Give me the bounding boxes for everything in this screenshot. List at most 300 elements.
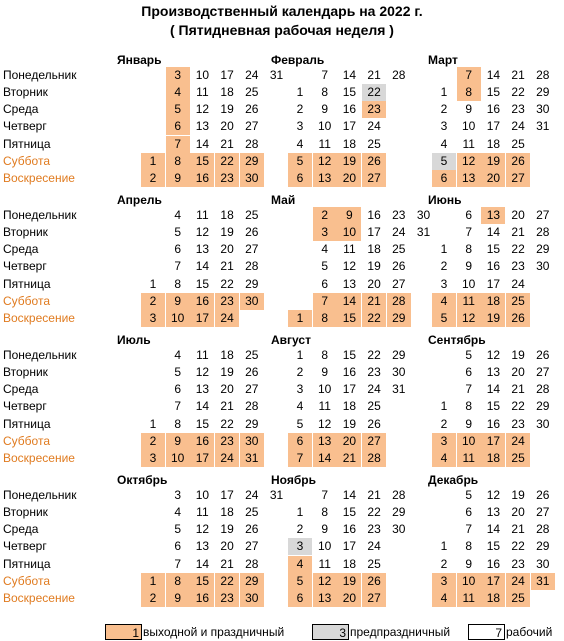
day-cell: 8 bbox=[174, 276, 182, 291]
weekday-label: Четверг bbox=[3, 259, 47, 274]
day-cell: 30 bbox=[392, 522, 406, 537]
day-cell: 14 bbox=[342, 488, 357, 502]
day-cell: 20 bbox=[511, 505, 525, 520]
day-cell: 15 bbox=[190, 153, 214, 170]
day-cell: 31 bbox=[392, 382, 406, 397]
day-cell: 10 bbox=[457, 573, 481, 590]
day-cell: 23 bbox=[367, 365, 381, 380]
day-cell: 13 bbox=[195, 242, 210, 257]
month-name: Август bbox=[271, 333, 311, 347]
day-cell: 29 bbox=[240, 153, 264, 170]
day-cell: 21 bbox=[511, 382, 525, 397]
day-cell: 29 bbox=[245, 416, 259, 431]
weekday-label: Суббота bbox=[3, 573, 50, 588]
weekday-label: Четверг bbox=[3, 539, 47, 554]
day-cell: 1 bbox=[440, 242, 448, 257]
day-cell: 17 bbox=[481, 433, 505, 450]
day-cell: 18 bbox=[367, 242, 381, 257]
day-cell: 21 bbox=[220, 259, 234, 274]
day-cell: 11 bbox=[343, 242, 356, 257]
day-cell: 23 bbox=[511, 556, 525, 571]
weekday-label: Понедельник bbox=[3, 348, 77, 362]
day-cell: 26 bbox=[362, 153, 386, 170]
day-cell: 21 bbox=[511, 225, 525, 240]
day-cell: 22 bbox=[215, 153, 239, 170]
day-cell: 19 bbox=[337, 573, 361, 590]
day-cell: 5 bbox=[465, 348, 473, 362]
day-cell: 8 bbox=[313, 310, 337, 327]
day-cell: 2 bbox=[440, 416, 448, 431]
weekday-label: Четверг bbox=[3, 399, 47, 414]
day-cell: 26 bbox=[392, 259, 406, 274]
day-cell: 25 bbox=[245, 208, 259, 222]
day-cell: 10 bbox=[166, 310, 190, 327]
day-cell: 11 bbox=[318, 556, 331, 571]
day-cell: 10 bbox=[318, 539, 332, 554]
day-cell: 12 bbox=[313, 573, 337, 590]
day-cell: 2 bbox=[296, 365, 304, 380]
day-cell: 27 bbox=[362, 590, 386, 607]
month-name: Ноябрь bbox=[271, 473, 316, 487]
day-cell: 28 bbox=[392, 488, 406, 502]
day-cell: 8 bbox=[166, 573, 190, 590]
legend-preholiday-label: предпраздничный bbox=[350, 625, 451, 639]
day-cell: 21 bbox=[220, 556, 234, 571]
legend-holiday-swatch: 1 bbox=[105, 624, 142, 640]
day-cell: 1 bbox=[296, 505, 304, 520]
day-cell: 26 bbox=[536, 488, 550, 502]
day-cell: 10 bbox=[318, 382, 332, 397]
day-cell: 25 bbox=[367, 399, 381, 414]
day-cell: 7 bbox=[174, 399, 182, 414]
day-cell: 2 bbox=[440, 259, 448, 274]
day-cell: 7 bbox=[465, 522, 473, 537]
day-cell: 18 bbox=[342, 399, 357, 414]
day-cell: 7 bbox=[465, 382, 473, 397]
day-cell: 27 bbox=[362, 433, 386, 450]
month-name: Март bbox=[428, 53, 458, 67]
day-cell: 5 bbox=[432, 153, 456, 170]
day-cell: 11 bbox=[318, 399, 331, 414]
day-cell: 9 bbox=[337, 207, 361, 224]
day-cell: 19 bbox=[367, 259, 381, 274]
day-cell: 22 bbox=[367, 505, 381, 520]
day-cell: 5 bbox=[174, 225, 182, 240]
day-cell: 2 bbox=[313, 207, 337, 224]
day-cell: 28 bbox=[245, 259, 259, 274]
day-cell: 13 bbox=[195, 382, 210, 397]
day-cell: 5 bbox=[174, 522, 182, 537]
day-cell: 5 bbox=[174, 365, 182, 380]
day-cell: 28 bbox=[536, 225, 550, 240]
day-cell: 5 bbox=[432, 310, 456, 327]
day-cell: 22 bbox=[367, 348, 381, 362]
day-cell: 16 bbox=[190, 433, 214, 450]
day-cell: 26 bbox=[245, 102, 259, 117]
day-cell: 1 bbox=[440, 539, 448, 554]
day-cell: 2 bbox=[440, 102, 448, 117]
day-cell: 28 bbox=[536, 382, 550, 397]
day-cell: 13 bbox=[457, 170, 481, 187]
day-cell: 7 bbox=[174, 259, 182, 274]
day-cell: 17 bbox=[220, 488, 234, 502]
day-cell: 16 bbox=[342, 102, 357, 117]
day-cell: 4 bbox=[432, 590, 456, 607]
day-cell: 28 bbox=[245, 556, 259, 571]
day-cell: 28 bbox=[245, 136, 259, 151]
day-cell: 29 bbox=[392, 348, 406, 362]
day-cell: 3 bbox=[432, 573, 456, 590]
day-cell: 19 bbox=[220, 225, 234, 240]
day-cell: 1 bbox=[149, 276, 157, 291]
day-cell: 29 bbox=[240, 573, 264, 590]
day-cell: 17 bbox=[486, 119, 501, 134]
day-cell: 24 bbox=[245, 68, 259, 82]
day-cell: 22 bbox=[220, 276, 234, 291]
day-cell: 14 bbox=[337, 293, 361, 310]
day-cell: 15 bbox=[342, 505, 357, 520]
day-cell: 18 bbox=[220, 85, 234, 100]
day-cell: 16 bbox=[190, 590, 214, 607]
day-cell: 24 bbox=[511, 119, 525, 134]
weekday-label: Воскресение bbox=[3, 590, 75, 605]
day-cell: 16 bbox=[486, 556, 501, 571]
day-cell: 30 bbox=[536, 556, 550, 571]
day-cell: 10 bbox=[462, 276, 476, 291]
day-cell: 28 bbox=[392, 68, 406, 82]
weekday-label: Суббота bbox=[3, 153, 50, 168]
day-cell: 8 bbox=[321, 505, 329, 520]
weekday-label: Среда bbox=[3, 522, 39, 537]
day-cell: 9 bbox=[166, 293, 190, 310]
day-cell: 18 bbox=[220, 348, 234, 362]
day-cell: 6 bbox=[288, 433, 312, 450]
day-cell: 2 bbox=[440, 556, 448, 571]
day-cell: 13 bbox=[195, 539, 210, 554]
day-cell: 5 bbox=[288, 573, 312, 590]
day-cell: 20 bbox=[220, 382, 234, 397]
day-cell: 4 bbox=[321, 242, 329, 257]
day-cell: 26 bbox=[362, 573, 386, 590]
day-cell: 15 bbox=[486, 85, 501, 100]
day-cell: 21 bbox=[367, 68, 381, 82]
day-cell: 13 bbox=[195, 119, 210, 134]
weekday-label: Пятница bbox=[3, 556, 51, 571]
weekday-label: Среда bbox=[3, 382, 39, 397]
day-cell: 4 bbox=[432, 450, 456, 467]
day-cell: 29 bbox=[536, 85, 550, 100]
day-cell: 9 bbox=[166, 590, 190, 607]
day-cell: 17 bbox=[342, 119, 357, 134]
day-cell: 22 bbox=[220, 416, 234, 431]
day-cell: 27 bbox=[506, 170, 530, 187]
month-name: Сентябрь bbox=[428, 333, 486, 347]
day-cell: 22 bbox=[511, 539, 525, 554]
day-cell: 12 bbox=[486, 488, 501, 502]
day-cell: 21 bbox=[511, 522, 525, 537]
day-cell: 23 bbox=[215, 170, 239, 187]
day-cell: 5 bbox=[296, 416, 304, 431]
day-cell: 27 bbox=[536, 505, 550, 520]
day-cell: 3 bbox=[141, 450, 165, 467]
day-cell: 28 bbox=[362, 450, 386, 467]
day-cell: 1 bbox=[149, 416, 157, 431]
day-cell: 26 bbox=[367, 416, 381, 431]
day-cell: 10 bbox=[457, 433, 481, 450]
day-cell: 19 bbox=[220, 102, 234, 117]
day-cell: 23 bbox=[215, 433, 239, 450]
day-cell: 23 bbox=[511, 416, 525, 431]
day-cell: 24 bbox=[215, 310, 239, 327]
day-cell: 4 bbox=[174, 348, 182, 362]
day-cell: 6 bbox=[465, 208, 473, 222]
day-cell: 14 bbox=[195, 399, 210, 414]
day-cell: 11 bbox=[457, 590, 481, 607]
day-cell: 12 bbox=[195, 102, 210, 117]
day-cell: 14 bbox=[195, 556, 210, 571]
day-cell: 19 bbox=[511, 348, 525, 362]
day-cell: 8 bbox=[174, 416, 182, 431]
day-cell: 3 bbox=[440, 276, 448, 291]
day-cell: 7 bbox=[321, 488, 329, 502]
day-cell: 12 bbox=[195, 225, 210, 240]
day-cell: 26 bbox=[245, 365, 259, 380]
day-cell: 16 bbox=[190, 170, 214, 187]
day-cell: 8 bbox=[465, 539, 473, 554]
day-cell: 10 bbox=[337, 224, 361, 241]
day-cell: 13 bbox=[313, 590, 337, 607]
day-cell: 19 bbox=[220, 365, 234, 380]
day-cell: 12 bbox=[318, 416, 332, 431]
day-cell: 12 bbox=[342, 259, 357, 274]
day-cell: 29 bbox=[536, 242, 550, 257]
day-cell: 3 bbox=[141, 310, 165, 327]
day-cell: 26 bbox=[536, 348, 550, 362]
day-cell: 22 bbox=[362, 84, 386, 101]
day-cell: 17 bbox=[220, 68, 234, 82]
day-cell: 22 bbox=[511, 85, 525, 100]
day-cell: 25 bbox=[245, 505, 259, 520]
day-cell: 7 bbox=[288, 450, 312, 467]
day-cell: 19 bbox=[337, 153, 361, 170]
day-cell: 9 bbox=[321, 102, 329, 117]
weekday-label: Среда bbox=[3, 102, 39, 117]
day-cell: 7 bbox=[174, 556, 182, 571]
day-cell: 6 bbox=[321, 276, 329, 291]
day-cell: 13 bbox=[313, 170, 337, 187]
day-cell: 28 bbox=[536, 68, 550, 82]
day-cell: 24 bbox=[392, 225, 406, 240]
day-cell: 13 bbox=[342, 276, 357, 291]
month-name: Октябрь bbox=[117, 473, 168, 487]
day-cell: 19 bbox=[511, 488, 525, 502]
day-cell: 29 bbox=[536, 539, 550, 554]
day-cell: 12 bbox=[486, 348, 501, 362]
day-cell: 8 bbox=[465, 242, 473, 257]
day-cell: 17 bbox=[486, 276, 501, 291]
weekday-label: Вторник bbox=[3, 225, 48, 240]
day-cell: 20 bbox=[511, 208, 525, 222]
day-cell: 25 bbox=[367, 136, 381, 151]
day-cell: 15 bbox=[195, 416, 210, 431]
day-cell: 12 bbox=[457, 153, 481, 170]
day-cell: 23 bbox=[511, 102, 525, 117]
month-name: Май bbox=[271, 193, 296, 207]
day-cell: 27 bbox=[362, 170, 386, 187]
day-cell: 2 bbox=[141, 293, 165, 310]
weekday-label: Вторник bbox=[3, 85, 48, 100]
day-cell: 1 bbox=[440, 85, 448, 100]
day-cell: 14 bbox=[195, 136, 210, 151]
day-cell: 13 bbox=[313, 433, 337, 450]
day-cell: 16 bbox=[342, 522, 357, 537]
day-cell: 9 bbox=[166, 170, 190, 187]
day-cell: 30 bbox=[240, 170, 264, 187]
day-cell: 2 bbox=[296, 102, 304, 117]
day-cell: 30 bbox=[536, 416, 550, 431]
day-cell: 14 bbox=[486, 522, 501, 537]
day-cell: 4 bbox=[440, 136, 448, 151]
day-cell: 15 bbox=[486, 399, 501, 414]
day-cell: 18 bbox=[481, 293, 505, 310]
day-cell: 27 bbox=[245, 539, 259, 554]
day-cell: 7 bbox=[321, 68, 329, 82]
day-cell: 2 bbox=[296, 522, 304, 537]
weekday-label: Понедельник bbox=[3, 208, 77, 222]
day-cell: 18 bbox=[342, 136, 357, 151]
day-cell: 30 bbox=[240, 433, 264, 450]
day-cell: 5 bbox=[321, 259, 329, 274]
day-cell: 5 bbox=[166, 101, 190, 118]
page-subtitle: ( Пятидневная рабочая неделя ) bbox=[170, 22, 394, 38]
day-cell: 23 bbox=[511, 259, 525, 274]
day-cell: 24 bbox=[367, 119, 381, 134]
day-cell: 4 bbox=[296, 399, 304, 414]
day-cell: 25 bbox=[245, 348, 259, 362]
day-cell: 6 bbox=[288, 590, 312, 607]
day-cell: 30 bbox=[416, 208, 431, 222]
day-cell: 29 bbox=[387, 310, 411, 327]
day-cell: 31 bbox=[536, 119, 550, 134]
day-cell: 10 bbox=[166, 450, 190, 467]
day-cell: 10 bbox=[462, 119, 476, 134]
day-cell: 19 bbox=[481, 310, 505, 327]
day-cell: 20 bbox=[511, 365, 525, 380]
day-cell: 28 bbox=[387, 293, 411, 310]
day-cell: 5 bbox=[465, 488, 473, 502]
day-cell: 4 bbox=[174, 505, 182, 520]
weekday-label: Воскресение bbox=[3, 170, 75, 185]
day-cell: 21 bbox=[337, 450, 361, 467]
page-title: Производственный календарь на 2022 г. bbox=[141, 3, 423, 19]
day-cell: 15 bbox=[337, 310, 361, 327]
day-cell: 14 bbox=[486, 225, 501, 240]
weekday-label: Понедельник bbox=[3, 68, 77, 82]
day-cell: 21 bbox=[367, 488, 381, 502]
day-cell: 28 bbox=[245, 399, 259, 414]
day-cell: 30 bbox=[392, 365, 406, 380]
day-cell: 20 bbox=[220, 242, 234, 257]
day-cell: 4 bbox=[296, 136, 304, 151]
day-cell: 29 bbox=[536, 399, 550, 414]
day-cell: 14 bbox=[486, 382, 501, 397]
day-cell: 3 bbox=[313, 224, 337, 241]
weekday-label: Воскресение bbox=[3, 450, 75, 465]
day-cell: 21 bbox=[220, 136, 234, 151]
day-cell: 11 bbox=[457, 293, 481, 310]
month-name: Февраль bbox=[271, 53, 325, 67]
weekday-label: Понедельник bbox=[3, 488, 77, 502]
day-cell: 31 bbox=[416, 225, 431, 240]
day-cell: 3 bbox=[174, 488, 182, 502]
day-cell: 29 bbox=[245, 276, 259, 291]
day-cell: 17 bbox=[190, 310, 214, 327]
day-cell: 27 bbox=[245, 119, 259, 134]
day-cell: 18 bbox=[342, 556, 357, 571]
day-cell: 1 bbox=[141, 153, 165, 170]
day-cell: 25 bbox=[511, 136, 525, 151]
day-cell: 20 bbox=[337, 433, 361, 450]
day-cell: 20 bbox=[337, 590, 361, 607]
day-cell: 9 bbox=[321, 522, 329, 537]
day-cell: 23 bbox=[362, 101, 386, 118]
day-cell: 11 bbox=[196, 348, 209, 362]
weekday-label: Суббота bbox=[3, 293, 50, 308]
day-cell: 16 bbox=[342, 365, 357, 380]
day-cell: 13 bbox=[486, 365, 501, 380]
day-cell: 27 bbox=[392, 276, 406, 291]
day-cell: 31 bbox=[240, 450, 264, 467]
day-cell: 27 bbox=[245, 242, 259, 257]
day-cell: 25 bbox=[506, 450, 530, 467]
day-cell: 12 bbox=[195, 522, 210, 537]
day-cell: 30 bbox=[536, 102, 550, 117]
day-cell: 2 bbox=[141, 590, 165, 607]
day-cell: 11 bbox=[196, 505, 209, 520]
day-cell: 3 bbox=[440, 119, 448, 134]
month-name: Июль bbox=[117, 333, 151, 347]
day-cell: 17 bbox=[190, 450, 214, 467]
day-cell: 11 bbox=[457, 450, 481, 467]
day-cell: 7 bbox=[465, 225, 473, 240]
day-cell: 9 bbox=[321, 365, 329, 380]
day-cell: 8 bbox=[465, 399, 473, 414]
day-cell: 26 bbox=[506, 310, 530, 327]
weekday-label: Вторник bbox=[3, 365, 48, 380]
day-cell: 20 bbox=[367, 276, 381, 291]
day-cell: 17 bbox=[481, 573, 505, 590]
day-cell: 9 bbox=[465, 259, 473, 274]
day-cell: 6 bbox=[465, 505, 473, 520]
weekday-label: Пятница bbox=[3, 416, 51, 431]
day-cell: 23 bbox=[392, 208, 406, 222]
day-cell: 24 bbox=[245, 488, 259, 502]
day-cell: 26 bbox=[245, 225, 259, 240]
day-cell: 14 bbox=[486, 68, 501, 82]
day-cell: 7 bbox=[166, 136, 190, 153]
day-cell: 20 bbox=[481, 170, 505, 187]
day-cell: 15 bbox=[486, 539, 501, 554]
day-cell: 18 bbox=[220, 208, 234, 222]
day-cell: 25 bbox=[506, 590, 530, 607]
day-cell: 4 bbox=[174, 208, 182, 222]
day-cell: 6 bbox=[166, 118, 190, 135]
weekday-label: Четверг bbox=[3, 119, 47, 134]
day-cell: 18 bbox=[220, 505, 234, 520]
day-cell: 18 bbox=[486, 136, 501, 151]
day-cell: 17 bbox=[342, 382, 357, 397]
day-cell: 23 bbox=[215, 590, 239, 607]
